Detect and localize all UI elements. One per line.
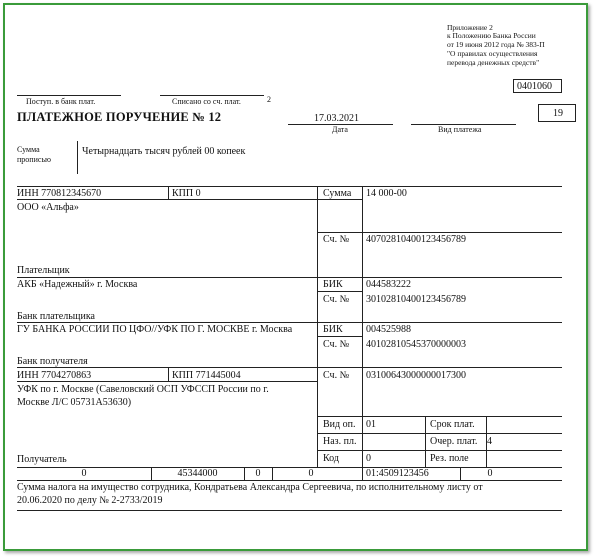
document-date: 17.03.2021 — [314, 113, 359, 124]
tax-field-status: 0 — [81, 468, 87, 479]
payer-bank-bik-label: БИК — [323, 279, 343, 290]
reserve-label: Рез. поле — [430, 453, 469, 464]
payer-inn: ИНН 770812345670 — [17, 188, 102, 199]
grid-line — [17, 277, 562, 278]
grid-line — [362, 467, 363, 480]
appendix-line-1: Приложение 2 — [447, 23, 493, 32]
purpose-label: Наз. пл. — [323, 436, 357, 447]
payer-bank-label: Банк плательщика — [17, 311, 95, 322]
payer-account: 40702810400123456789 — [366, 234, 466, 245]
grid-line — [317, 291, 362, 292]
tax-field-period: 0 — [308, 468, 314, 479]
grid-line — [17, 510, 562, 511]
amount-words-divider — [77, 141, 78, 174]
payer-account-label: Сч. № — [323, 234, 350, 245]
amount-words-label-1: Сумма — [17, 145, 40, 154]
received-label: Поступ. в банк плат. — [26, 97, 96, 106]
debited-label: Списано со сч. плат. — [172, 97, 241, 106]
tax-field-doc-date: 0 — [487, 468, 493, 479]
status-code-box — [538, 104, 576, 122]
payee-bank-label: Банк получателя — [17, 356, 88, 367]
grid-line — [17, 186, 562, 187]
appendix-line-4: "О правилах осуществления — [447, 49, 538, 58]
grid-line — [168, 367, 169, 381]
grid-line — [317, 199, 362, 200]
appendix-line-3: от 19 июня 2012 года № 383-П — [447, 40, 545, 49]
code-value: 0 — [366, 453, 371, 464]
grid-line — [168, 186, 169, 200]
amount-value: 14 000-00 — [366, 188, 407, 199]
payer-label: Плательщик — [17, 265, 70, 276]
code-label: Код — [323, 453, 339, 464]
payee-bank-bik-label: БИК — [323, 324, 343, 335]
appendix-line-2: к Положению Банка России — [447, 31, 536, 40]
grid-line — [317, 336, 362, 337]
tax-field-oktmo: 45344000 — [177, 468, 218, 479]
date-label: Дата — [332, 125, 348, 134]
form-code-box — [513, 79, 562, 93]
tax-field-basis: 0 — [255, 468, 261, 479]
op-type-label: Вид оп. — [323, 419, 356, 430]
due-date-label: Срок плат. — [430, 419, 475, 430]
grid-line — [317, 450, 562, 451]
payee-bank-name: ГУ БАНКА РОССИИ ПО ЦФО//УФК ПО Г. МОСКВЕ г. Москва — [17, 324, 293, 335]
payer-bank-corr-label: Сч. № — [323, 294, 350, 305]
grid-line — [17, 480, 562, 481]
document-title: ПЛАТЕЖНОЕ ПОРУЧЕНИЕ № 12 — [17, 110, 222, 124]
purpose-line-1: Сумма налога на имущество сотрудника, Кондратьева Александра Сергеевича, по исполнительному листу от — [17, 482, 483, 493]
payer-bank-corr: 30102810400123456789 — [366, 294, 466, 305]
payee-account: 03100643000000017300 — [366, 370, 466, 381]
payer-name: ООО «Альфа» — [17, 202, 79, 213]
payer-bank-bik: 044583222 — [366, 279, 411, 290]
grid-line — [317, 433, 562, 434]
payee-inn: ИНН 7704270863 — [17, 370, 92, 381]
appendix-line-5: перевода денежных средств" — [447, 58, 540, 67]
priority-label: Очер. плат. — [430, 436, 478, 447]
grid-line — [317, 416, 562, 417]
priority-value: 4 — [487, 436, 492, 447]
amount-words-label-2: прописью — [17, 155, 52, 164]
grid-line — [17, 199, 317, 200]
grid-line — [425, 416, 426, 467]
purpose-line-2: 20.06.2020 по делу № 2-2733/2019 — [17, 495, 163, 506]
grid-line — [317, 186, 318, 467]
payment-type-label: Вид платежа — [438, 125, 482, 134]
payer-bank-name: АКБ «Надежный» г. Москва — [17, 279, 138, 290]
payee-bank-corr: 40102810545370000003 — [366, 339, 466, 350]
debited-mark: 2 — [267, 95, 271, 104]
payee-name-line-1: УФК по г. Москве (Савеловский ОСП УФССП России по г. — [17, 384, 269, 395]
grid-line — [317, 232, 562, 233]
payer-kpp: КПП 0 — [172, 188, 201, 199]
payee-bank-corr-label: Сч. № — [323, 339, 350, 350]
op-type: 01 — [366, 419, 376, 430]
grid-line — [17, 367, 562, 368]
payee-kpp: КПП 771445004 — [172, 370, 241, 381]
payee-bank-bik: 004525988 — [366, 324, 411, 335]
payee-account-label: Сч. № — [323, 370, 350, 381]
status-code: 19 — [553, 108, 563, 119]
amount-label: Сумма — [323, 188, 352, 199]
payee-label: Получатель — [17, 454, 67, 465]
grid-line — [362, 186, 363, 467]
grid-line — [17, 322, 562, 323]
tax-field-doc-number: 01:4509123456 — [366, 468, 429, 479]
payee-name-line-2: Москве Л/С 05731А53630) — [17, 397, 132, 408]
form-code: 0401060 — [517, 81, 552, 92]
grid-line — [17, 381, 317, 382]
amount-words: Четырнадцать тысяч рублей 00 копеек — [82, 146, 246, 157]
